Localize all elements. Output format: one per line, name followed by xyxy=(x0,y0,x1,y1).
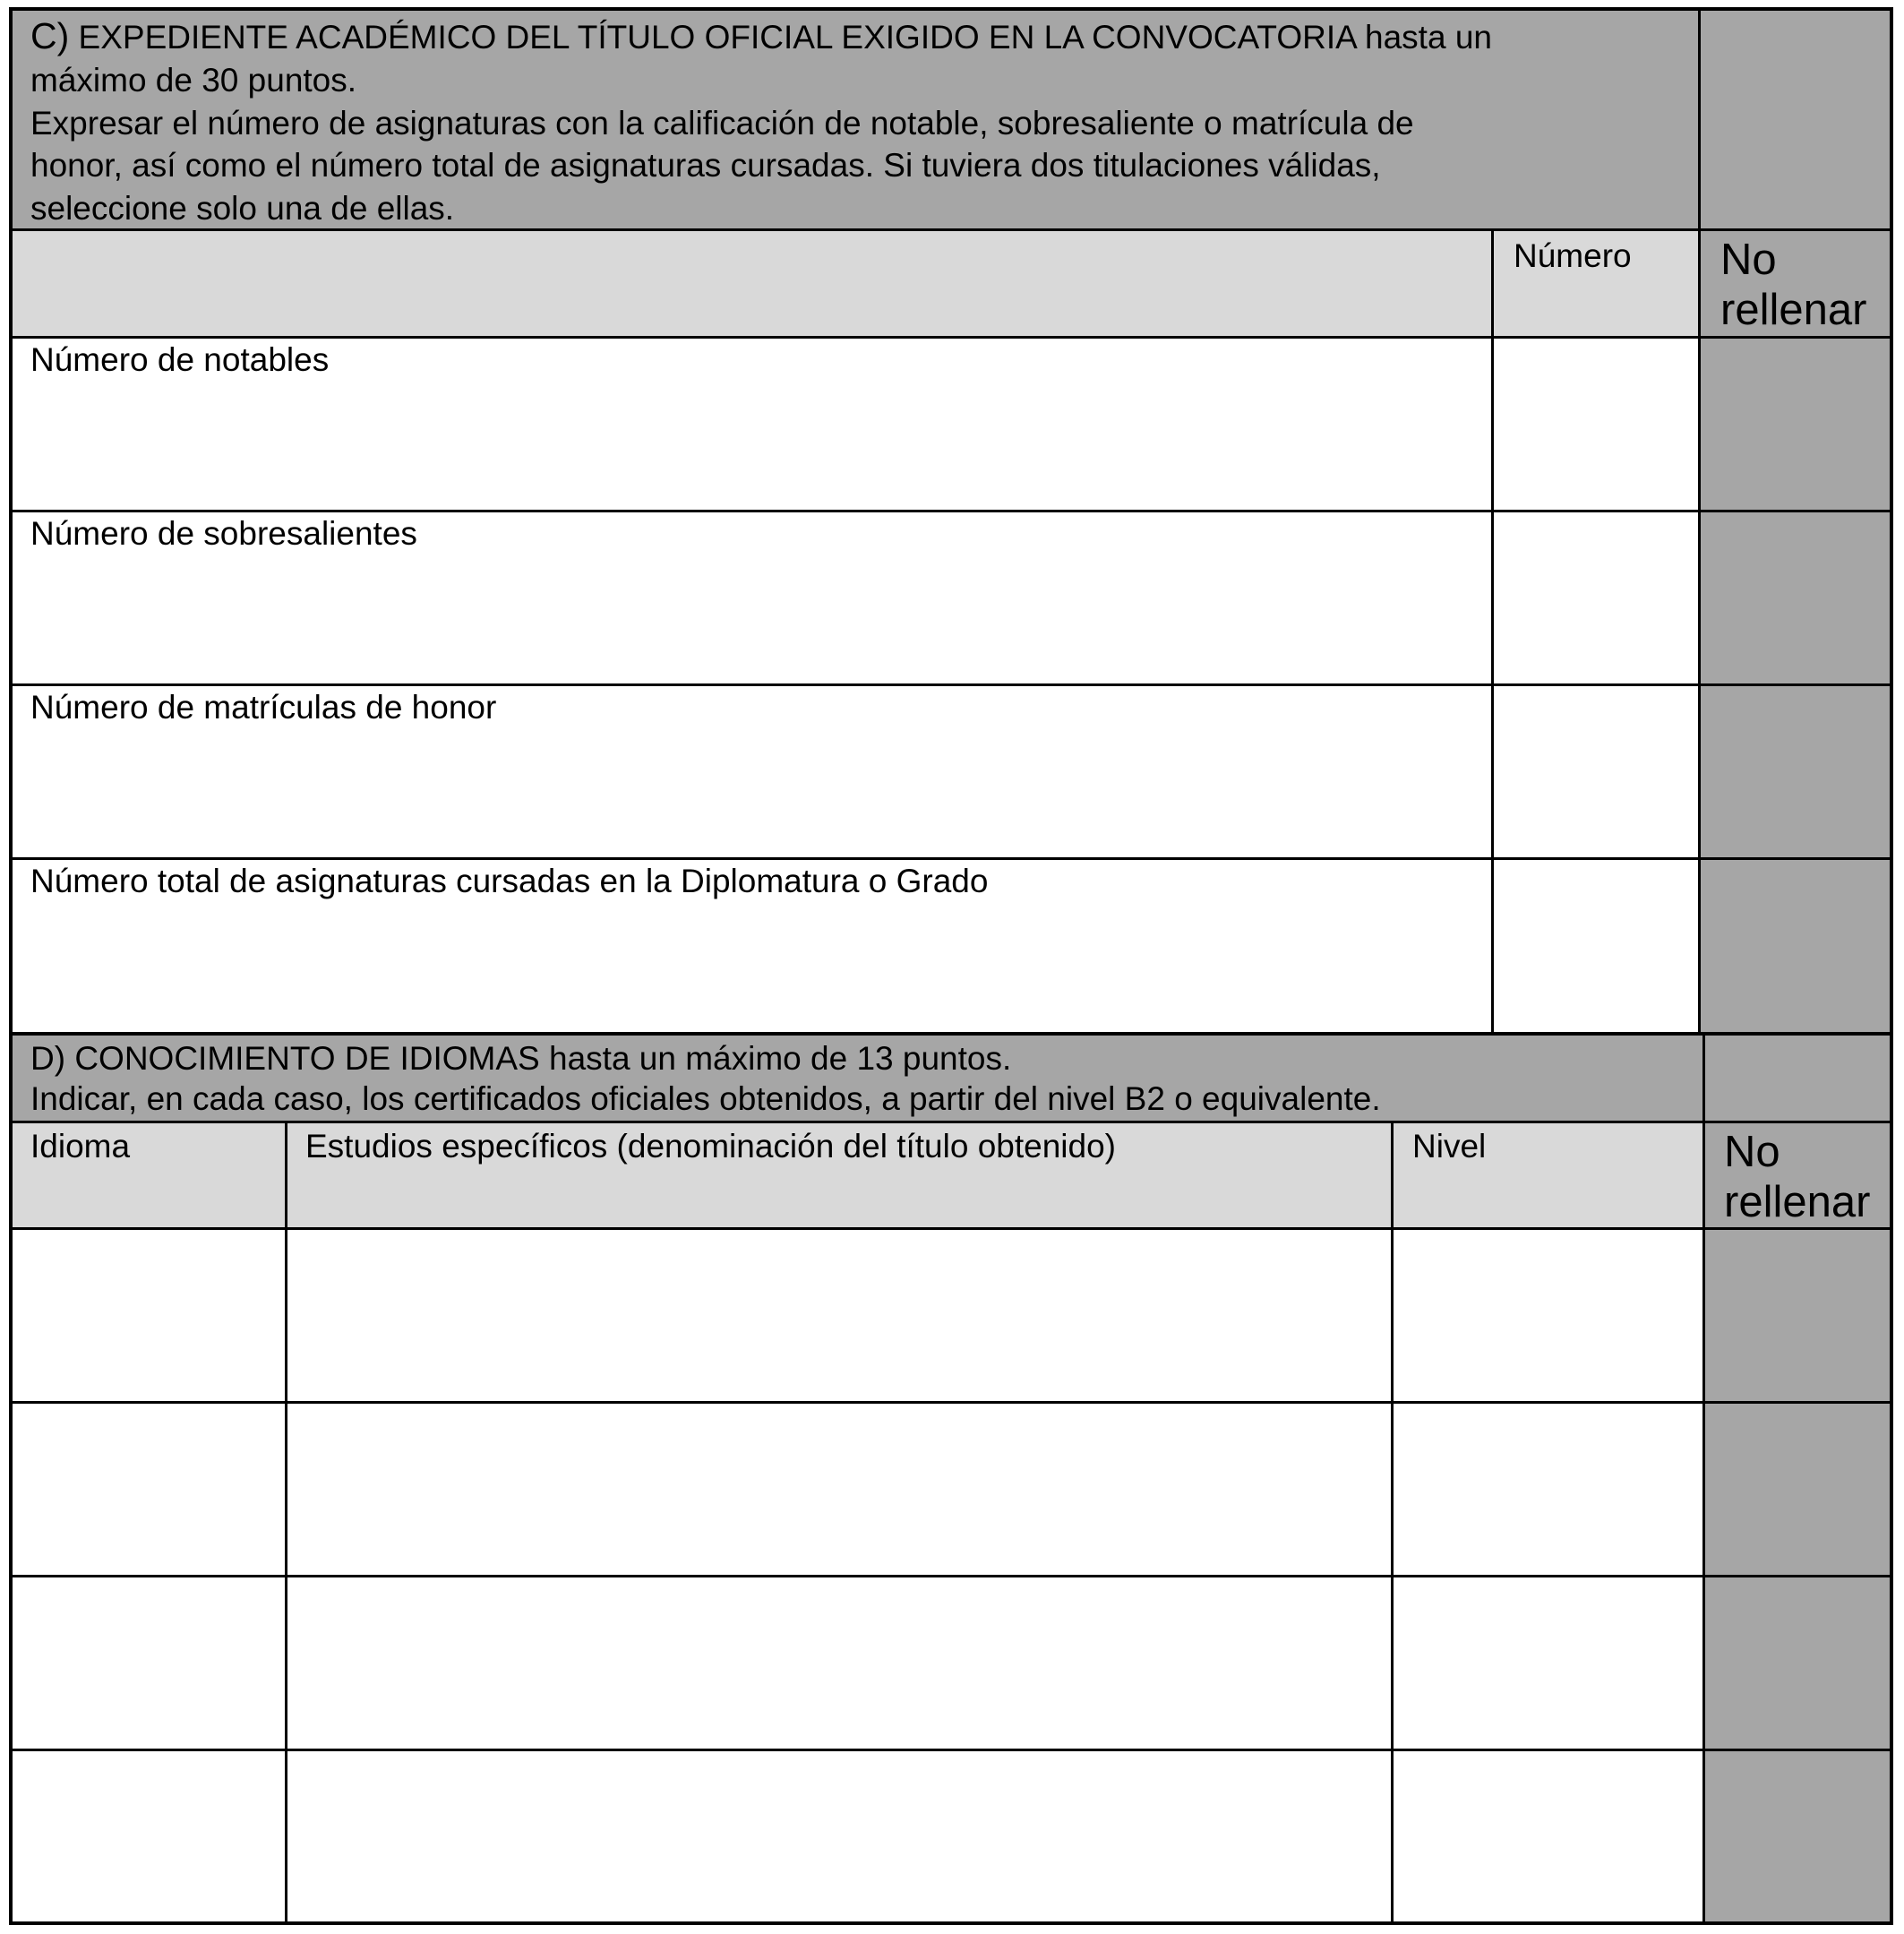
section-c-score-header-bg xyxy=(1699,9,1891,229)
idioma-input[interactable] xyxy=(13,1577,285,1749)
divider xyxy=(9,1401,1893,1404)
divider xyxy=(9,1121,1893,1123)
numero-total-asignaturas-input[interactable] xyxy=(1494,860,1698,1032)
divider xyxy=(9,1575,1893,1577)
section-c-row-label: Número total de asignaturas cursadas en la Diplomatura o Grado xyxy=(30,863,989,899)
estudios-input[interactable] xyxy=(287,1404,1391,1576)
section-c-title-prefix: C) xyxy=(30,15,70,56)
divider xyxy=(9,336,1893,339)
divider xyxy=(1491,228,1494,1034)
section-d-title-line1: D) CONOCIMIENTO DE IDIOMAS hasta un máximo de 13 puntos. xyxy=(30,1040,1012,1077)
section-d-no-rellenar-bg xyxy=(1704,1122,1891,1922)
section-d-title-line2: Indicar, en cada caso, los certificados oficiales obtenidos, a partir del nivel B2 o equivalente. xyxy=(30,1080,1381,1117)
section-c-row-label: Número de notables xyxy=(30,341,330,378)
divider xyxy=(9,857,1893,860)
idioma-input[interactable] xyxy=(13,1751,285,1921)
divider xyxy=(1698,7,1701,1036)
section-c-colheader-bg xyxy=(11,229,1699,337)
section-c-no-rellenar-line2: rellenar xyxy=(1720,286,1867,334)
divider xyxy=(9,683,1893,686)
section-c-row-label: Número de sobresalientes xyxy=(30,515,417,552)
estudios-input[interactable] xyxy=(287,1751,1391,1921)
idioma-input[interactable] xyxy=(13,1230,285,1402)
idioma-input[interactable] xyxy=(13,1404,285,1576)
border-top xyxy=(9,7,1893,11)
estudios-input[interactable] xyxy=(287,1577,1391,1749)
section-c-col-numero: Número xyxy=(1514,237,1632,274)
divider xyxy=(285,1121,287,1923)
nivel-input[interactable] xyxy=(1394,1230,1702,1402)
section-c-title-rest: EXPEDIENTE ACADÉMICO DEL TÍTULO OFICIAL EXIGIDO EN LA CONVOCATORIA hasta un xyxy=(69,19,1492,56)
section-d-col-estudios: Estudios específicos (denominación del título obtenido) xyxy=(305,1128,1116,1165)
divider xyxy=(9,1227,1893,1230)
border-left xyxy=(9,7,13,1925)
section-d-no-rellenar-line1: No xyxy=(1724,1128,1780,1176)
divider xyxy=(9,1749,1893,1751)
divider xyxy=(9,1032,1893,1036)
section-c-no-rellenar-bg xyxy=(1699,229,1891,1034)
numero-notables-input[interactable] xyxy=(1494,339,1698,511)
divider xyxy=(9,510,1893,512)
nivel-input[interactable] xyxy=(1394,1751,1702,1921)
divider xyxy=(1391,1121,1394,1923)
section-c-no-rellenar-line1: No xyxy=(1720,236,1777,284)
divider xyxy=(9,228,1893,231)
numero-sobresalientes-input[interactable] xyxy=(1494,512,1698,684)
section-d-col-nivel: Nivel xyxy=(1412,1128,1487,1165)
section-c-title-line1 xyxy=(30,14,1492,59)
section-c-instructions-line3: seleccione solo una de ellas. xyxy=(30,190,455,227)
nivel-input[interactable] xyxy=(1394,1404,1702,1576)
border-right xyxy=(1890,7,1893,1925)
section-d-col-idioma: Idioma xyxy=(30,1128,131,1165)
numero-matriculas-input[interactable] xyxy=(1494,686,1698,858)
estudios-input[interactable] xyxy=(287,1230,1391,1402)
nivel-input[interactable] xyxy=(1394,1577,1702,1749)
section-c-instructions-line2: honor, así como el número total de asignaturas cursadas. Si tuviera dos titulaciones válidas, xyxy=(30,147,1381,184)
section-c-title-line2: máximo de 30 puntos. xyxy=(30,62,357,99)
section-c-row-label: Número de matrículas de honor xyxy=(30,689,497,726)
section-d-no-rellenar-line2: rellenar xyxy=(1724,1178,1871,1226)
section-c-instructions-line1: Expresar el número de asignaturas con la calificación de notable, sobresaliente o matrícula de xyxy=(30,105,1414,142)
divider xyxy=(1702,1034,1705,1923)
border-bottom xyxy=(9,1921,1893,1925)
